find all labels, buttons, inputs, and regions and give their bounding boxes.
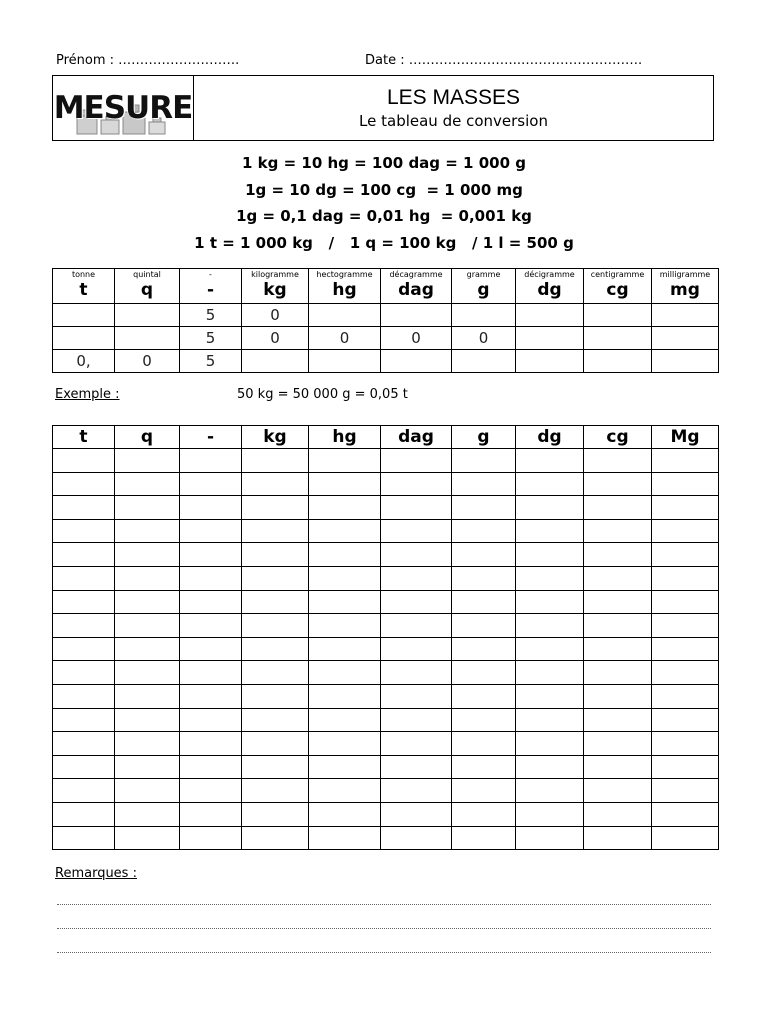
conversion-cell[interactable]: 0 (452, 327, 516, 350)
blank-cell[interactable] (516, 826, 584, 850)
blank-row (53, 449, 719, 473)
blank-cell[interactable] (516, 566, 584, 590)
blank-cell[interactable] (452, 708, 516, 732)
unit-symbol: cg (606, 280, 629, 300)
header-cell (652, 269, 719, 304)
conversion-cell[interactable] (516, 350, 584, 373)
blank-cell[interactable] (115, 449, 180, 473)
blank-cell[interactable] (309, 826, 381, 850)
blank-cell[interactable] (309, 637, 381, 661)
unit-name: kilogramme (251, 270, 299, 279)
blank-cell[interactable] (180, 802, 242, 826)
header-box (52, 75, 714, 141)
unit-name: quintal (133, 270, 161, 279)
conversion-cell[interactable] (584, 304, 652, 327)
blank-cell[interactable] (53, 472, 115, 496)
blank-cell[interactable] (652, 543, 719, 567)
blank-row (53, 590, 719, 614)
blank-header-cell: g (452, 426, 516, 449)
blank-cell[interactable] (381, 614, 452, 638)
blank-cell[interactable] (53, 684, 115, 708)
conversion-cell[interactable] (115, 327, 180, 350)
blank-header-cell: Mg (652, 426, 719, 449)
blank-cell[interactable] (309, 614, 381, 638)
blank-cell[interactable] (452, 543, 516, 567)
blank-cell[interactable] (309, 779, 381, 803)
header-cell (584, 269, 652, 304)
unit-symbol: dg (537, 280, 562, 300)
blank-cell[interactable] (53, 755, 115, 779)
header-cell (516, 269, 584, 304)
blank-cell[interactable] (584, 826, 652, 850)
blank-cell[interactable] (115, 590, 180, 614)
blank-cell[interactable] (180, 590, 242, 614)
conversion-cell[interactable] (242, 350, 309, 373)
conversion-cell[interactable] (652, 304, 719, 327)
blank-cell[interactable] (452, 779, 516, 803)
blank-cell[interactable] (309, 732, 381, 756)
header-cell (242, 269, 309, 304)
blank-cell[interactable] (381, 826, 452, 850)
blank-row (53, 755, 719, 779)
blank-cell[interactable] (652, 732, 719, 756)
unit-symbol: - (206, 280, 215, 300)
blank-cell[interactable] (652, 496, 719, 520)
blank-cell[interactable] (242, 566, 309, 590)
blank-cell[interactable] (516, 472, 584, 496)
blank-cell[interactable] (242, 637, 309, 661)
equation-line: 1 kg = 10 hg = 100 dag = 1 000 g (242, 154, 526, 172)
remarks-line[interactable] (57, 928, 711, 929)
blank-cell[interactable] (180, 566, 242, 590)
blank-row (53, 496, 719, 520)
blank-cell[interactable] (180, 732, 242, 756)
blank-header-cell: t (53, 426, 115, 449)
blank-cell[interactable] (53, 614, 115, 638)
blank-cell[interactable] (115, 732, 180, 756)
page-title: LES MASSES (386, 86, 521, 109)
blank-cell[interactable] (452, 590, 516, 614)
blank-cell[interactable] (309, 590, 381, 614)
blank-cell[interactable] (115, 614, 180, 638)
blank-cell[interactable] (381, 566, 452, 590)
unit-symbol: g (477, 280, 490, 300)
blank-cell[interactable] (309, 708, 381, 732)
unit-name: milligramme (659, 270, 711, 279)
blank-cell[interactable] (242, 496, 309, 520)
conversion-cell[interactable]: 0, (53, 350, 115, 373)
blank-cell[interactable] (53, 590, 115, 614)
blank-cell[interactable] (242, 614, 309, 638)
blank-cell[interactable] (115, 472, 180, 496)
blank-cell[interactable] (309, 449, 381, 473)
blank-cell[interactable] (452, 496, 516, 520)
blank-cell[interactable] (242, 661, 309, 685)
logo-word: MESURE (53, 90, 193, 126)
blank-cell[interactable] (584, 566, 652, 590)
blank-cell[interactable] (115, 779, 180, 803)
blank-cell[interactable] (584, 590, 652, 614)
blank-cell[interactable] (652, 661, 719, 685)
blank-cell[interactable] (115, 661, 180, 685)
blank-cell[interactable] (452, 472, 516, 496)
blank-cell[interactable] (584, 684, 652, 708)
example-label: Exemple : (55, 387, 120, 402)
blank-cell[interactable] (53, 449, 115, 473)
blank-cell[interactable] (309, 472, 381, 496)
blank-row (53, 614, 719, 638)
blank-header-cell: cg (584, 426, 652, 449)
blank-cell[interactable] (652, 637, 719, 661)
unit-name: - (209, 270, 212, 279)
blank-cell[interactable] (516, 708, 584, 732)
conversion-cell[interactable]: 0 (381, 327, 452, 350)
blank-cell[interactable] (584, 708, 652, 732)
conversion-cell[interactable] (584, 350, 652, 373)
blank-cell[interactable] (115, 543, 180, 567)
blank-cell[interactable] (115, 802, 180, 826)
conversion-cell[interactable] (115, 304, 180, 327)
blank-cell[interactable] (584, 496, 652, 520)
blank-cell[interactable] (180, 519, 242, 543)
blank-row (53, 732, 719, 756)
blank-cell[interactable] (516, 543, 584, 567)
header-cell (115, 269, 180, 304)
blank-cell[interactable] (309, 519, 381, 543)
blank-cell[interactable] (309, 566, 381, 590)
conversion-row (53, 304, 719, 327)
blank-cell[interactable] (381, 802, 452, 826)
unit-name: hectogramme (316, 270, 373, 279)
blank-cell[interactable] (309, 661, 381, 685)
blank-header-cell: dg (516, 426, 584, 449)
blank-cell[interactable] (516, 519, 584, 543)
blank-cell[interactable] (180, 826, 242, 850)
conversion-cell[interactable] (381, 350, 452, 373)
header-cell (309, 269, 381, 304)
blank-cell[interactable] (309, 755, 381, 779)
unit-symbol: q (140, 280, 154, 300)
blank-row (53, 472, 719, 496)
blank-cell[interactable] (242, 708, 309, 732)
equations (0, 150, 768, 256)
blank-cell[interactable] (652, 708, 719, 732)
blank-cell[interactable] (652, 449, 719, 473)
blank-header-cell: hg (309, 426, 381, 449)
blank-cell[interactable] (115, 566, 180, 590)
blank-cell[interactable] (452, 614, 516, 638)
conversion-header-row (53, 269, 719, 304)
conversion-cell[interactable] (452, 304, 516, 327)
blank-cell[interactable] (115, 684, 180, 708)
blank-cell[interactable] (452, 566, 516, 590)
unit-name: tonne (71, 270, 96, 279)
blank-cell[interactable] (452, 732, 516, 756)
blank-cell[interactable] (180, 708, 242, 732)
blank-cell[interactable] (242, 472, 309, 496)
date-field: Date : ……………………..………………………. (365, 53, 643, 68)
blank-cell[interactable] (381, 708, 452, 732)
blank-cell[interactable] (242, 590, 309, 614)
blank-row (53, 566, 719, 590)
logo (53, 76, 194, 140)
title-block (194, 76, 713, 140)
conversion-cell[interactable]: 5 (180, 350, 242, 373)
equation-line: 1g = 10 dg = 100 cg = 1 000 mg (245, 180, 523, 199)
blank-cell[interactable] (309, 496, 381, 520)
blank-cell[interactable] (452, 684, 516, 708)
blank-header-cell: q (115, 426, 180, 449)
blank-cell[interactable] (516, 802, 584, 826)
conversion-cell[interactable]: 0 (309, 327, 381, 350)
example-text: 50 kg = 50 000 g = 0,05 t (237, 387, 408, 402)
blank-conversion-table (52, 425, 719, 850)
unit-name: gramme (466, 270, 501, 279)
blank-cell[interactable] (53, 779, 115, 803)
blank-cell[interactable] (381, 637, 452, 661)
blank-cell[interactable] (53, 802, 115, 826)
header-cell (53, 269, 115, 304)
blank-cell[interactable] (516, 779, 584, 803)
blank-cell[interactable] (452, 661, 516, 685)
blank-cell[interactable] (115, 637, 180, 661)
blank-cell[interactable] (584, 802, 652, 826)
blank-cell[interactable] (53, 543, 115, 567)
blank-row (53, 661, 719, 685)
blank-cell[interactable] (242, 779, 309, 803)
conversion-cell[interactable]: 0 (242, 304, 309, 327)
header-cell (452, 269, 516, 304)
blank-cell[interactable] (516, 614, 584, 638)
blank-cell[interactable] (452, 519, 516, 543)
blank-cell[interactable] (309, 684, 381, 708)
unit-symbol: kg (263, 280, 287, 300)
header-cell (381, 269, 452, 304)
blank-cell[interactable] (381, 684, 452, 708)
blank-cell[interactable] (652, 755, 719, 779)
unit-name: décagramme (389, 270, 443, 279)
conversion-cell[interactable] (309, 350, 381, 373)
blank-cell[interactable] (516, 755, 584, 779)
blank-row (53, 708, 719, 732)
blank-cell[interactable] (115, 708, 180, 732)
blank-cell[interactable] (242, 826, 309, 850)
blank-cell[interactable] (180, 755, 242, 779)
blank-cell[interactable] (53, 732, 115, 756)
unit-symbol: mg (670, 280, 700, 300)
blank-cell[interactable] (381, 543, 452, 567)
blank-cell[interactable] (381, 590, 452, 614)
blank-cell[interactable] (452, 802, 516, 826)
first-name-field: Prénom : ………………………. (56, 53, 240, 68)
blank-header-cell: kg (242, 426, 309, 449)
conversion-cell[interactable] (516, 327, 584, 350)
blank-cell[interactable] (180, 496, 242, 520)
blank-cell[interactable] (516, 590, 584, 614)
page-subtitle: Le tableau de conversion (359, 112, 548, 130)
unit-name: décigramme (524, 270, 575, 279)
blank-cell[interactable] (381, 496, 452, 520)
unit-symbol: hg (332, 280, 357, 300)
blank-cell[interactable] (53, 496, 115, 520)
blank-cell[interactable] (242, 802, 309, 826)
blank-cell[interactable] (180, 684, 242, 708)
blank-cell[interactable] (381, 779, 452, 803)
blank-cell[interactable] (53, 708, 115, 732)
conversion-cell[interactable] (53, 304, 115, 327)
blank-cell[interactable] (53, 637, 115, 661)
equation-line: 1g = 0,1 dag = 0,01 hg = 0,001 kg (236, 207, 532, 225)
blank-header-cell: dag (381, 426, 452, 449)
blank-cell[interactable] (652, 684, 719, 708)
conversion-cell[interactable]: 0 (242, 327, 309, 350)
blank-cell[interactable] (242, 449, 309, 473)
blank-row (53, 802, 719, 826)
blank-cell[interactable] (516, 732, 584, 756)
blank-cell[interactable] (584, 637, 652, 661)
blank-cell[interactable] (180, 614, 242, 638)
remarks-line[interactable] (57, 952, 711, 953)
blank-cell[interactable] (452, 637, 516, 661)
blank-cell[interactable] (180, 661, 242, 685)
blank-cell[interactable] (180, 449, 242, 473)
blank-cell[interactable] (180, 779, 242, 803)
blank-row (53, 543, 719, 567)
blank-row (53, 826, 719, 850)
blank-cell[interactable] (381, 472, 452, 496)
equation-line: 1 t = 1 000 kg / 1 q = 100 kg / 1 l = 500 g (194, 233, 574, 252)
blank-cell[interactable] (115, 496, 180, 520)
blank-cell[interactable] (516, 637, 584, 661)
blank-cell[interactable] (516, 661, 584, 685)
blank-cell[interactable] (381, 732, 452, 756)
blank-cell[interactable] (180, 472, 242, 496)
blank-cell[interactable] (381, 449, 452, 473)
blank-cell[interactable] (452, 755, 516, 779)
blank-cell[interactable] (584, 472, 652, 496)
blank-cell[interactable] (584, 755, 652, 779)
blank-cell[interactable] (516, 684, 584, 708)
conversion-cell[interactable]: 0 (115, 350, 180, 373)
blank-cell[interactable] (53, 661, 115, 685)
blank-cell[interactable] (309, 543, 381, 567)
blank-cell[interactable] (180, 543, 242, 567)
blank-cell[interactable] (381, 661, 452, 685)
conversion-cell[interactable] (381, 304, 452, 327)
conversion-cell[interactable] (652, 327, 719, 350)
blank-cell[interactable] (652, 779, 719, 803)
blank-cell[interactable] (242, 684, 309, 708)
conversion-row (53, 350, 719, 373)
conversion-cell[interactable] (584, 327, 652, 350)
conversion-cell[interactable] (516, 304, 584, 327)
remarks-line[interactable] (57, 904, 711, 905)
blank-cell[interactable] (584, 614, 652, 638)
blank-row (53, 684, 719, 708)
blank-cell[interactable] (242, 732, 309, 756)
blank-cell[interactable] (53, 826, 115, 850)
blank-row (53, 779, 719, 803)
blank-row (53, 637, 719, 661)
blank-cell[interactable] (652, 472, 719, 496)
blank-cell[interactable] (452, 449, 516, 473)
blank-cell[interactable] (652, 590, 719, 614)
blank-header-cell: - (180, 426, 242, 449)
header-cell (180, 269, 242, 304)
conversion-cell[interactable] (53, 327, 115, 350)
conversion-cell[interactable] (452, 350, 516, 373)
blank-cell[interactable] (584, 449, 652, 473)
blank-header-row (53, 426, 719, 449)
blank-cell[interactable] (242, 755, 309, 779)
unit-symbol: dag (398, 280, 434, 300)
blank-cell[interactable] (381, 519, 452, 543)
blank-cell[interactable] (584, 732, 652, 756)
blank-cell[interactable] (309, 802, 381, 826)
blank-cell[interactable] (584, 543, 652, 567)
blank-cell[interactable] (584, 779, 652, 803)
blank-cell[interactable] (452, 826, 516, 850)
blank-cell[interactable] (652, 614, 719, 638)
unit-name: centigramme (590, 270, 645, 279)
blank-cell[interactable] (652, 826, 719, 850)
blank-cell[interactable] (115, 826, 180, 850)
blank-cell[interactable] (180, 637, 242, 661)
blank-cell[interactable] (652, 566, 719, 590)
blank-cell[interactable] (242, 519, 309, 543)
blank-cell[interactable] (242, 543, 309, 567)
conversion-table (52, 268, 719, 373)
blank-cell[interactable] (115, 755, 180, 779)
conversion-cell[interactable]: 5 (180, 327, 242, 350)
blank-cell[interactable] (53, 566, 115, 590)
blank-cell[interactable] (115, 519, 180, 543)
blank-cell[interactable] (652, 519, 719, 543)
conversion-cell[interactable] (309, 304, 381, 327)
blank-cell[interactable] (516, 449, 584, 473)
blank-cell[interactable] (584, 519, 652, 543)
blank-cell[interactable] (652, 802, 719, 826)
unit-symbol: t (79, 280, 88, 300)
blank-cell[interactable] (53, 519, 115, 543)
blank-cell[interactable] (584, 661, 652, 685)
conversion-row (53, 327, 719, 350)
blank-row (53, 519, 719, 543)
remarks-label: Remarques : (55, 866, 137, 881)
conversion-cell[interactable] (652, 350, 719, 373)
blank-cell[interactable] (381, 755, 452, 779)
conversion-cell[interactable]: 5 (180, 304, 242, 327)
blank-cell[interactable] (516, 496, 584, 520)
